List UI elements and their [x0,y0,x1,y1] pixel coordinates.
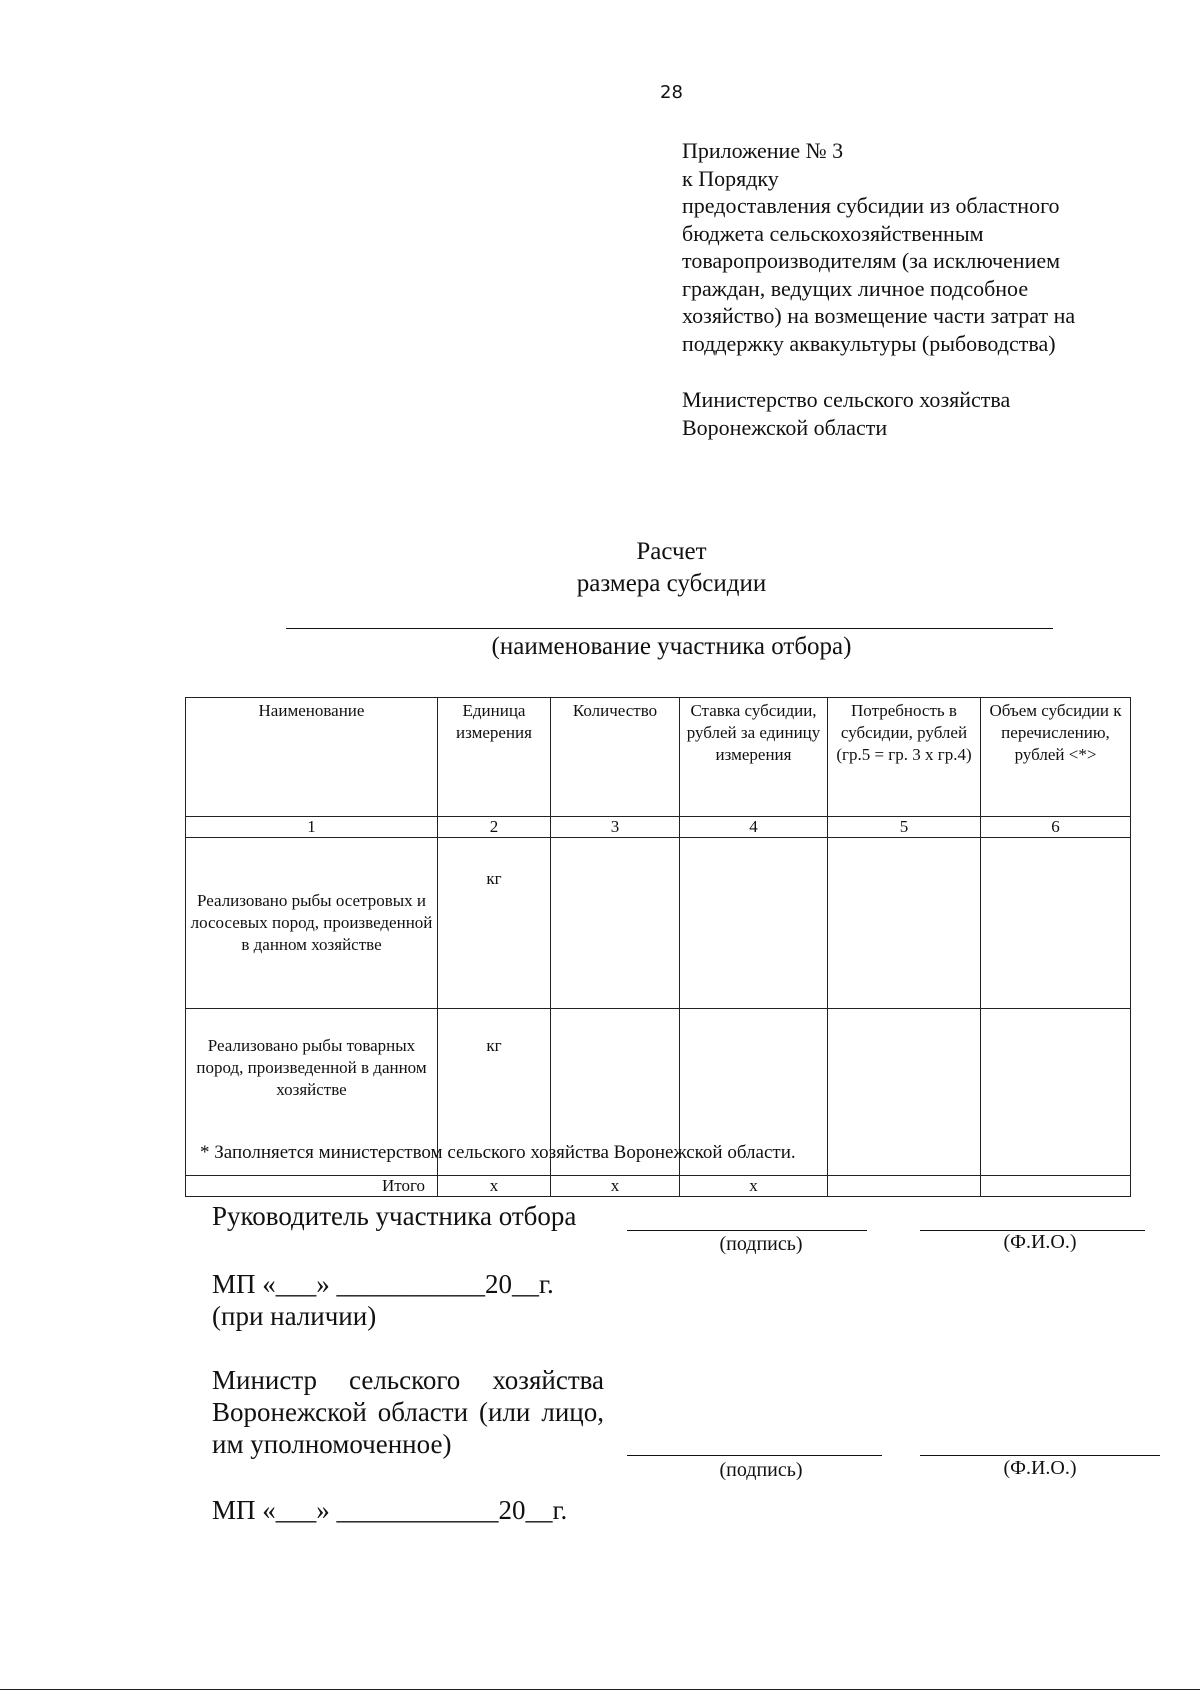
appendix-line: хозяйство) на возмещение части затрат на [682,303,1076,328]
header-cell: Потребность в субсидии, рублей (гр.5 = гр. 3 x гр.4) [828,698,981,817]
footnote: * Заполняется министерством сельского хозяйства Воронежской области. [200,1142,796,1163]
participant-caption: (наименование участника отбора) [491,633,852,660]
minister-signature-label: Министр сельского хозяйства Воронежской области (или лицо, им уполномоченное) [212,1365,604,1459]
total-row [186,1176,1131,1197]
minister-signature-caption: (подпись) [719,1459,803,1481]
title-line: Расчет [636,538,707,565]
header-cell: Объем субсидии к перечислению, рублей <*> [981,698,1131,817]
column-number: 4 [680,817,828,838]
transfer-cell[interactable] [981,1009,1131,1176]
rate-cell[interactable] [680,838,828,1009]
ministry-line: Министерство сельского хозяйства [682,387,1011,412]
head-stamp-date: МП «___» ___________20__г. [212,1269,554,1299]
head-signature-line[interactable] [627,1230,867,1231]
table-row [186,838,1131,1009]
need-cell[interactable] [828,838,981,1009]
row-unit-cell: кг [438,838,551,1009]
head-signature-label: Руководитель участника отбора [212,1201,577,1231]
header-cell: Наименование [186,698,438,817]
header-cell: Ставка субсидии, рублей за единицу измерения [680,698,828,817]
calculation-table [185,697,1131,1197]
column-number: 1 [186,817,438,838]
transfer-cell[interactable] [981,838,1131,1009]
scan-edge-line [0,1689,1200,1690]
column-number: 2 [438,817,551,838]
column-number: 5 [828,817,981,838]
header-cell: Единица измерения [438,698,551,817]
column-numbers-row [186,817,1131,838]
total-cell: х [551,1176,680,1197]
row-name-cell: Реализовано рыбы осетровых и лососевых пород, произведенной в данном хозяйстве [186,838,438,1009]
row-unit-cell: кг [438,1009,551,1176]
total-need-cell[interactable] [828,1176,981,1197]
page-number: 28 [660,82,683,103]
minister-signature-line[interactable] [627,1455,882,1456]
ministry-addressee [682,386,1152,441]
total-cell: х [438,1176,551,1197]
appendix-line: бюджета сельскохозяйственным [682,220,984,246]
column-number: 6 [981,817,1131,838]
head-signature-caption: (подпись) [719,1233,803,1255]
total-cell: х [680,1176,828,1197]
ministry-line: Воронежской области [682,414,888,440]
minister-stamp-date: МП «___» ____________20__г. [212,1495,568,1525]
appendix-line: граждан, ведущих личное подсобное [682,275,1029,301]
column-number: 3 [551,817,680,838]
appendix-line: товаропроизводителям (за исключением [682,248,1061,273]
document-title [0,536,1200,600]
appendix-line: к Порядку [682,165,779,191]
minister-fio-line[interactable] [920,1455,1160,1456]
table-header-row [186,698,1131,817]
participant-name-line[interactable] [286,628,1053,629]
total-label: Итого [186,1176,438,1197]
row-name-cell: Реализовано рыбы товарных пород, произведенной в данном хозяйстве [186,1009,438,1176]
total-transfer-cell[interactable] [981,1176,1131,1197]
title-line: размера субсидии [576,570,767,597]
quantity-cell[interactable] [551,838,680,1009]
appendix-line: предоставления субсидии из областного [682,193,1060,218]
header-cell: Количество [551,698,680,817]
head-fio-caption: (Ф.И.О.) [1003,1231,1077,1253]
appendix-line: поддержку аквакультуры (рыбоводства) [682,330,1056,356]
appendix-line: Приложение № 3 [682,138,844,163]
head-stamp-note: (при наличии) [212,1301,377,1331]
appendix-header [682,137,1152,357]
need-cell[interactable] [828,1009,981,1176]
minister-fio-caption: (Ф.И.О.) [1003,1457,1077,1479]
